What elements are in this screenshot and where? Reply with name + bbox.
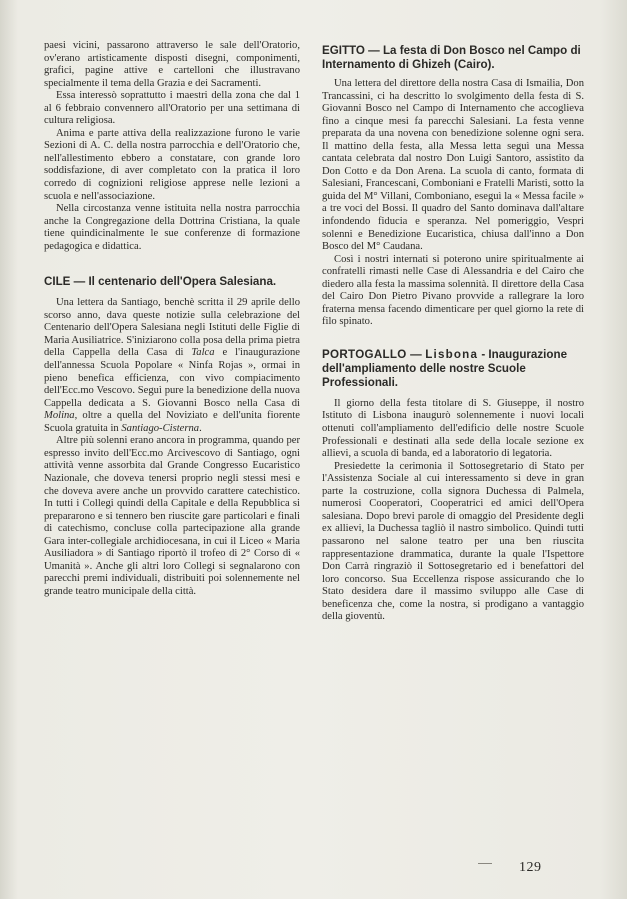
intro-paragraph: Anima e parte attiva della realizzazione furono le varie Sezioni di A. C. della nostra parrocchia e dell'Oratorio che, nell'allestimento ebbero a constatare, con grande loro soddisfazione, di aver completato con la pratica il loro corredo di cognizioni religiose apprese nelle lezioni a scuola e nell'associazione. xyxy=(44,127,300,202)
section-heading-portogallo xyxy=(322,348,584,390)
heading-city: Lisbona xyxy=(425,347,479,361)
place-cisterna: Santiago-Cisterna xyxy=(121,422,200,434)
text-run: Una lettera da Santiago, benchè scritta il 29 aprile dello scorso anno, dava queste notizie sulla celebrazione del Centenario dell'Opera Salesiana negli Istituti delle Figlie di Maria Ausiliatrice. S'iniziarono colla posa della prima pietra della Cappella della Casa di xyxy=(44,297,300,359)
intro-paragraph: paesi vicini, passarono attraverso le sale dell'Oratorio, ov'erano artisticamente disposti disegni, componimenti, grafici, pagine attive e cartelloni che illustravano specialmente il tema della Grazia e dei Sacramenti. xyxy=(44,40,300,89)
place-molina: Molina xyxy=(44,410,75,422)
heading-rest: - Inaugurazione dell'ampliamento delle nostre Scuole Professionali. xyxy=(322,347,568,389)
place-talca: Talca xyxy=(191,347,215,359)
portogallo-paragraph: Presiedette la cerimonia il Sottosegretario di Stato per l'Assistenza Sociale al cui interessamento si deve in gran parte la costruzione, colla signora Duchessa di Palmela, numerosi Cooperatori, Cooperatrici ed amici dell'Opera salesiana. Dopo brevi parole di omaggio del Presidente degli ex allievi, la Duchessa tagliò il nastro simbolico. Quindi tutti passarono nel salone teatro per una ben riuscita rappresentazione drammatica, durante la quale l'Ispettore Don Carrà ringraziò il Sottosegretario ed i benefattori del loro concorso. Sua Eccellenza rispose assicurando che lo Stato desidera dare il massimo sviluppo alle Case di beneficenza che, come la nostra, si prodigano a vantaggio della gioventù. xyxy=(322,460,584,623)
text-run: , oltre a quella del Noviziato e dell'unita fiorente Scuola gratuita in xyxy=(44,410,300,434)
intro-paragraph: Essa interessò soprattutto i maestri della zona che dal 1 al 6 febbraio convennero all'Oratorio per una settimana di cultura religiosa. xyxy=(44,90,300,127)
left-column xyxy=(44,40,300,598)
egitto-paragraph: Così i nostri internati si poterono unire spiritualmente ai confratelli rimasti nelle Case di Alessandria e del Cairo che diedero alla festa la massima solennità. Il direttore della Casa del Cairo Don Pietro Pivano provvide a rallegrare la loro fraterna mensa facendo dimenticare per quel giorno la rete di filo spinato. xyxy=(322,253,584,328)
egitto-paragraph: Una lettera del direttore della nostra Casa di Ismailia, Don Trancassini, ci ha descritto lo svolgimento della festa di S. Giovanni Bosco nel Campo di Internamento che accoglieva fino a cinque mesi fa parecchi Salesiani. La festa venne preparata da una novena con benedizione solenne ogni sera. Il mattino della festa, alla Messa letta seguì una Messa cantata celebrata dal nostro Don Luigi Santoro, assistito da Don Cotto e da Don Arena. La scuola di canto, formata di Salesiani, Francescani, Comboniani e Fratelli Maristi, sotto la guida del M° Villani, Comboniano, eseguì la « Messa facile » a tre voci del Bossi. Il quadro del Santo dominava dall'altare infondendo fiducia e speranza. Nel pomeriggio, Vespri solenni e Benedizione Eucaristica, chiusa dall'inno a Don Bosco del M° Caudana. xyxy=(322,78,584,253)
portogallo-paragraph: Il giorno della festa titolare di S. Giuseppe, il nostro Istituto di Lisbona inaugurò solennemente i nuovi locali ottenuti coll'ampliamento dell'edificio delle nostre Scuole Professionali e destinati alla sede della locale sezione ex allievi, a scuola di banda, ed a laboratorio di legatoria. xyxy=(322,397,584,460)
text-run: . xyxy=(199,422,202,434)
page-number: 129 xyxy=(519,860,542,875)
section-heading-egitto: EGITTO — La festa di Don Bosco nel Campo di Internamento di Ghizeh (Cairo). xyxy=(322,44,581,71)
intro-paragraph: Nella circostanza venne istituita nella nostra parrocchia anche la Congregazione della Dottrina Cristiana, la quale tiene quindicinalmente le sue conferenze di formazione pedagogica e didattica. xyxy=(44,203,300,252)
section-spacer xyxy=(44,253,300,275)
section-heading-cile: CILE — Il centenario dell'Opera Salesiana. xyxy=(44,275,277,289)
section-spacer xyxy=(322,329,584,348)
cile-paragraph: Altre più solenni erano ancora in programma, quando per espresso invito dell'Ecc.mo Arcivescovo di Santiago, ogni attività venne assorbita dal Grande Congresso Eucaristico Nazionale, che doveva tenersi proprio negli stessi mesi e che doveva avere anche un provvido carattere catechistico. In tutti i Collegi quindi della Capitale e della Repubblica si prepararono e si tennero ben riuscite gare particolari e finali di catechismo, concluse colla partecipazione alla grande Gara inter-collegiale archidiocesana, in cui il Liceo « Maria Ausiliadora » di Santiago riportò il trofeo di 2° Corso di « Umanità ». Anche gli altri loro Collegi si segnalarono con parecchi premi individuali, distribuiti poi solennemente nel grande teatro municipale della città. xyxy=(44,435,300,597)
footer-dash xyxy=(478,863,492,864)
right-column xyxy=(322,44,584,624)
text-run: e l'inaugurazione dell'annessa Scuola Popolare « Ninfa Rojas », ormai in pieno benefica efficienza, con vivo compiacimento dell'Ecc.mo Vescovo. Seguì pure la benedizione della nuova Cappella dedicata a S. Giovanni Bosco nella Casa di xyxy=(44,347,301,409)
heading-country: PORTOGALLO — xyxy=(322,347,423,361)
cile-paragraph xyxy=(44,297,300,435)
